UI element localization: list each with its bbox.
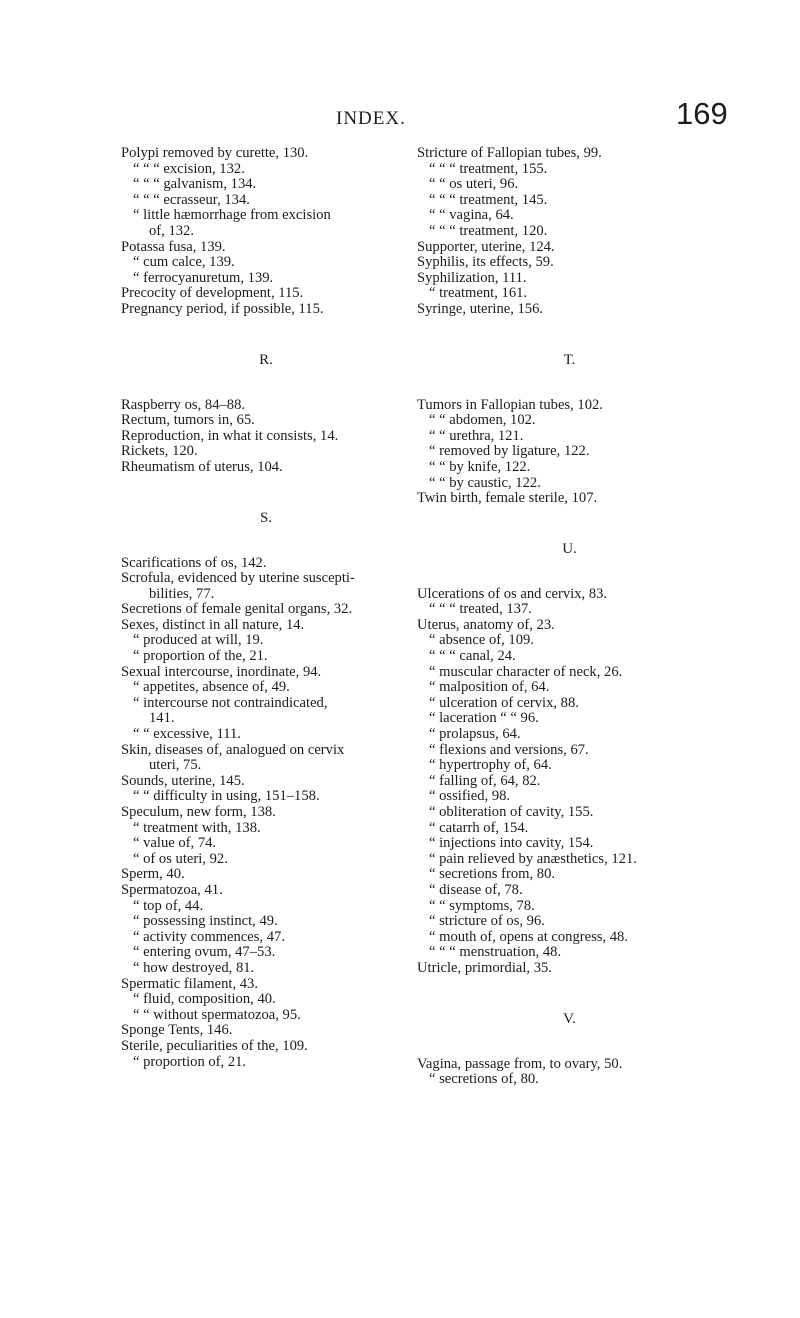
index-entry: Ulcerations of os and cervix, 83. — [417, 585, 608, 602]
index-entry: uteri, 75. — [149, 757, 202, 774]
index-entry: “ fluid, composition, 40. — [133, 991, 276, 1008]
index-entry: Pregnancy period, if possible, 115. — [121, 300, 324, 317]
page-number: 169 — [676, 96, 728, 131]
index-entry: Rickets, 120. — [121, 443, 198, 460]
index-entry: “ obliteration of cavity, 155. — [429, 804, 594, 820]
index-entry: “ removed by ligature, 122. — [429, 443, 590, 460]
index-entry: “ injections into cavity, 154. — [429, 835, 594, 852]
index-entry: Uterus, anatomy of, 23. — [417, 616, 555, 633]
index-entry: “ little hæmorrhage from excision — [133, 207, 331, 224]
index-entry: Reproduction, in what it consists, 14. — [121, 427, 339, 444]
index-entry: Syphilization, 111. — [417, 269, 527, 286]
index-entry: “ entering ovum, 47–53. — [133, 944, 276, 961]
index-entry: “ how destroyed, 81. — [133, 959, 255, 976]
index-entry: “ muscular character of neck, 26. — [429, 663, 623, 680]
index-entry: “ “ “ canal, 24. — [429, 648, 516, 665]
index-entry: “ cum calce, 139. — [133, 254, 235, 271]
index-entry: “ “ “ treatment, 120. — [429, 222, 548, 239]
index-entry: Polypi removed by curette, 130. — [121, 145, 309, 161]
index-entry: Rheumatism of uterus, 104. — [121, 458, 283, 475]
index-entry: “ ferrocyanuretum, 139. — [133, 269, 274, 286]
index-entry: Vagina, passage from, to ovary, 50. — [417, 1055, 623, 1072]
index-entry: Utricle, primordial, 35. — [417, 959, 552, 976]
index-entry: Twin birth, female sterile, 107. — [417, 490, 598, 507]
index-entry: of, 132. — [149, 222, 194, 239]
index-entry: “ disease of, 78. — [429, 881, 523, 898]
index-entry: Scarifications of os, 142. — [121, 554, 267, 571]
index-entry: Supporter, uterine, 124. — [417, 238, 555, 255]
index-entry: “ “ “ excision, 132. — [133, 160, 245, 177]
index-entry: Sexual intercourse, inordinate, 94. — [121, 663, 322, 680]
index-entry: “ “ by knife, 122. — [429, 458, 531, 475]
index-entry: “ ulceration of cervix, 88. — [429, 694, 579, 711]
index-entry: Potassa fusa, 139. — [121, 238, 226, 255]
index-entry: “ stricture of os, 96. — [429, 913, 545, 930]
index-entry: “ mouth of, opens at congress, 48. — [429, 928, 629, 945]
index-entry: Sperm, 40. — [121, 866, 185, 883]
index-entry: “ “ “ menstruation, 48. — [429, 944, 562, 961]
index-entry: “ value of, 74. — [133, 835, 217, 852]
index-entry: “ appetites, absence of, 49. — [133, 679, 290, 696]
index-entry: “ hypertrophy of, 64. — [429, 757, 552, 774]
index-entry: Spermatic filament, 43. — [121, 975, 258, 992]
index-entry: “ absence of, 109. — [429, 632, 534, 649]
section-letter-heading: S. — [259, 509, 273, 526]
index-entry: “ “ without spermatozoa, 95. — [133, 1006, 301, 1023]
index-entry: Sexes, distinct in all nature, 14. — [121, 616, 305, 633]
index-entry: Raspberry os, 84–88. — [121, 396, 246, 413]
index-entry: “ laceration “ “ 96. — [429, 710, 539, 727]
index-entry: Tumors in Fallopian tubes, 102. — [417, 396, 603, 413]
index-entry: “ “ by caustic, 122. — [429, 474, 541, 491]
index-entry: “ “ os uteri, 96. — [429, 176, 519, 193]
index-entry: “ “ “ treated, 137. — [429, 601, 532, 618]
index-entry: “ pain relieved by anæsthetics, 121. — [429, 850, 637, 867]
index-column-left — [121, 146, 411, 1070]
index-entry: “ secretions from, 80. — [429, 866, 556, 883]
section-letter-heading: V. — [563, 1010, 576, 1027]
index-entry: Syphilis, its effects, 59. — [417, 254, 554, 271]
index-entry: Secretions of female genital organs, 32. — [121, 601, 353, 618]
section-letter-heading: T. — [563, 351, 576, 368]
index-entry: Spermatozoa, 41. — [121, 881, 223, 898]
index-entry: “ proportion of, 21. — [133, 1053, 247, 1070]
index-entry: bilities, 77. — [149, 585, 215, 602]
index-entry: Scrofula, evidenced by uterine suscepti- — [121, 570, 355, 587]
section-letter-heading: R. — [259, 351, 273, 368]
index-entry: “ “ excessive, 111. — [133, 726, 241, 743]
index-entry: “ “ abdomen, 102. — [429, 412, 536, 429]
index-entry: “ “ “ treatment, 155. — [429, 160, 548, 177]
index-entry: Sounds, uterine, 145. — [121, 772, 245, 789]
index-entry: “ proportion of the, 21. — [133, 648, 268, 665]
index-entry: “ produced at will, 19. — [133, 632, 264, 649]
index-entry: Stricture of Fallopian tubes, 99. — [417, 145, 602, 161]
index-entry: “ ossified, 98. — [429, 788, 511, 805]
index-entry: Syringe, uterine, 156. — [417, 300, 544, 317]
index-entry: Skin, diseases of, analogued on cervix — [121, 741, 345, 758]
index-column-right — [417, 146, 722, 1088]
index-entry: Rectum, tumors in, 65. — [121, 412, 255, 429]
index-entry: “ activity commences, 47. — [133, 928, 285, 945]
index-entry: “ prolapsus, 64. — [429, 726, 521, 743]
index-entry: “ “ vagina, 64. — [429, 207, 514, 224]
index-entry: “ falling of, 64, 82. — [429, 772, 541, 789]
index-entry: “ possessing instinct, 49. — [133, 913, 278, 930]
section-letter-heading: U. — [562, 540, 577, 557]
index-entry: “ “ difficulty in using, 151–158. — [133, 788, 320, 805]
index-entry: “ catarrh of, 154. — [429, 819, 529, 836]
index-entry: “ “ “ galvanism, 134. — [133, 176, 257, 193]
index-entry: “ malposition of, 64. — [429, 679, 550, 696]
index-entry: Speculum, new form, 138. — [121, 804, 276, 820]
page-header — [0, 96, 800, 136]
index-entry: 141. — [149, 710, 175, 727]
index-entry: “ “ “ treatment, 145. — [429, 191, 548, 208]
index-entry: “ “ urethra, 121. — [429, 427, 524, 444]
index-entry: “ “ “ ecrasseur, 134. — [133, 191, 250, 208]
running-title: INDEX. — [336, 108, 406, 129]
index-entry: “ treatment, 161. — [429, 285, 528, 302]
index-entry: “ flexions and versions, 67. — [429, 741, 589, 758]
index-entry: Precocity of development, 115. — [121, 285, 304, 302]
index-entry: “ treatment with, 138. — [133, 819, 261, 836]
index-entry: “ secretions of, 80. — [429, 1071, 539, 1088]
index-entry: “ top of, 44. — [133, 897, 204, 914]
index-entry: Sterile, peculiarities of the, 109. — [121, 1037, 308, 1054]
index-entry: “ intercourse not contraindicated, — [133, 694, 328, 711]
index-entry: Sponge Tents, 146. — [121, 1022, 233, 1039]
index-entry: “ “ symptoms, 78. — [429, 897, 535, 914]
index-entry: “ of os uteri, 92. — [133, 850, 228, 867]
